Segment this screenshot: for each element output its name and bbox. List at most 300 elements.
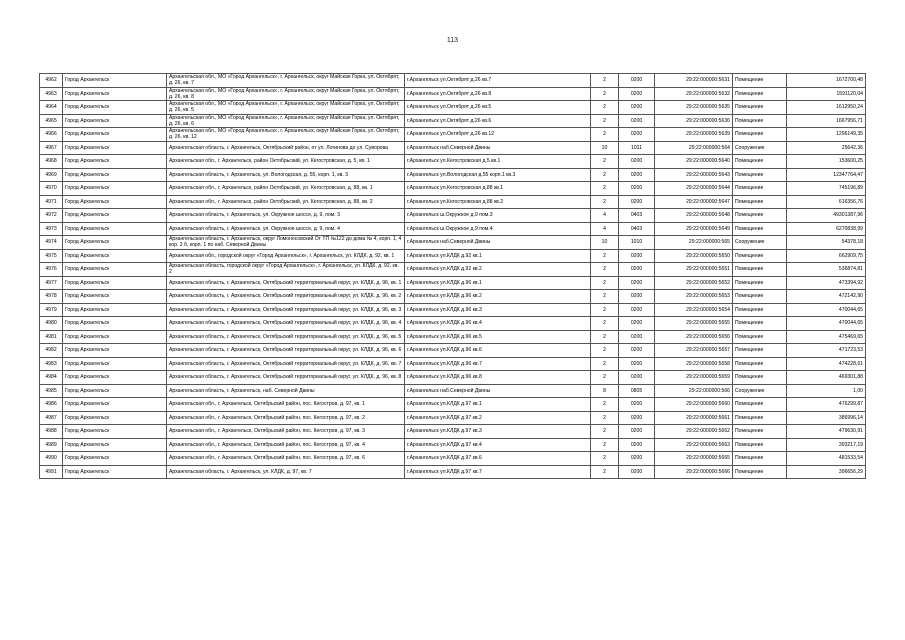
short-address-cell: г.Архангельск ул.КЛДК д.96 кв.6 [405,344,591,358]
city-cell: Город Архангельск [63,398,167,412]
object-type-cell: Помещение [733,74,787,88]
object-type-cell: Помещение [733,438,787,452]
code-cell: 0200 [619,114,655,128]
cadastral-number-cell: 29:22:000000:5661 [655,411,733,425]
code-cell: 0403 [619,222,655,236]
city-cell: Город Архангельск [63,317,167,331]
full-address-cell: Архангельская область, г. Архангельск, наб. Северной Двины [167,384,405,398]
code-cell: 0200 [619,74,655,88]
row-number: 4967 [40,141,63,155]
amount-cell: 470044,65 [787,317,866,331]
cadastral-number-cell: 29:22:000000:565 [655,236,733,250]
count-cell: 2 [591,425,619,439]
row-number: 4985 [40,384,63,398]
object-type-cell: Помещение [733,317,787,331]
short-address-cell: г.Архангельск ул.КЛДК д.96 кв.5 [405,330,591,344]
city-cell: Город Архангельск [63,263,167,277]
table-row [40,290,866,304]
table-row [40,209,866,223]
amount-cell: 1672700,48 [787,74,866,88]
short-address-cell: г.Архангельск ул.КЛДК д.96 кв.8 [405,371,591,385]
table-row [40,411,866,425]
cadastral-number-cell: 29:22:000000:5651 [655,263,733,277]
cadastral-number-cell: 29:22:000000:566 [655,384,733,398]
count-cell: 2 [591,357,619,371]
code-cell: 0200 [619,398,655,412]
object-type-cell: Помещение [733,128,787,142]
count-cell: 8 [591,384,619,398]
object-type-cell: Помещение [733,182,787,196]
code-cell: 0200 [619,276,655,290]
count-cell: 2 [591,263,619,277]
full-address-cell: Архангельская область, г. Архангельск, Октябрьский территориальный округ, ул. КЛДК, д. 96, кв. 4 [167,317,405,331]
full-address-cell: Архангельская область, г. Архангельск, Октябрьский территориальный округ, ул. КЛДК, д. 96, кв. 5 [167,330,405,344]
code-cell: 0200 [619,128,655,142]
table-row [40,114,866,128]
short-address-cell: г.Архангельск ул.КЛДК д.96 кв.2 [405,290,591,304]
code-cell: 0403 [619,209,655,223]
row-number: 4981 [40,330,63,344]
cadastral-number-cell: 29:22:000000:5665 [655,452,733,466]
page-number: 113 [446,37,459,44]
short-address-cell: г.Архангельск наб.Северной Двины [405,141,591,155]
city-cell: Город Архангельск [63,344,167,358]
row-number: 4984 [40,371,63,385]
city-cell: Город Архангельск [63,290,167,304]
cadastral-number-cell: 29:22:000000:5654 [655,303,733,317]
object-type-cell: Помещение [733,276,787,290]
object-type-cell: Помещение [733,195,787,209]
table-row [40,425,866,439]
code-cell: 0200 [619,195,655,209]
short-address-cell: г.Архангельск ул.КЛДК д.97 кв.2 [405,411,591,425]
city-cell: Город Архангельск [63,141,167,155]
object-type-cell: Сооружение [733,141,787,155]
object-type-cell: Помещение [733,101,787,115]
table-row [40,303,866,317]
cadastral-number-cell: 29:22:000000:5650 [655,249,733,263]
short-address-cell: г.Архангельск ул.КЛДК д.96 кв.7 [405,357,591,371]
object-type-cell: Сооружение [733,384,787,398]
city-cell: Город Архангельск [63,303,167,317]
object-type-cell: Помещение [733,398,787,412]
object-type-cell: Помещение [733,222,787,236]
code-cell: 0200 [619,87,655,101]
code-cell: 0200 [619,168,655,182]
table-row [40,438,866,452]
code-cell: 0200 [619,290,655,304]
short-address-cell: г.Архангельск ул.Октябрят д.26 кв.6 [405,114,591,128]
code-cell: 0200 [619,465,655,479]
amount-cell: 1612950,24 [787,101,866,115]
code-cell: 0200 [619,249,655,263]
cadastral-number-cell: 29:22:000000:5655 [655,317,733,331]
amount-cell: 1667956,71 [787,114,866,128]
count-cell: 4 [591,209,619,223]
code-cell: 0200 [619,155,655,169]
code-cell: 0200 [619,330,655,344]
registry-table [39,73,866,479]
count-cell: 2 [591,249,619,263]
cadastral-number-cell: 29:22:000000:5647 [655,195,733,209]
full-address-cell: Архангельская обл., г. Архангельск, Октябрьский район, пос. Кегостров, д. 97, кв. 2 [167,411,405,425]
count-cell: 2 [591,74,619,88]
amount-cell: 616356,76 [787,195,866,209]
row-number: 4965 [40,114,63,128]
full-address-cell: Архангельская область, г. Архангельск, Октябрьский район, от ул. Логинова до ул. Суворова [167,141,405,155]
row-number: 4977 [40,276,63,290]
short-address-cell: г.Архангельск ш.Окружное д.9 пом.4 [405,222,591,236]
row-number: 4972 [40,209,63,223]
table-row [40,249,866,263]
object-type-cell: Помещение [733,168,787,182]
table-row [40,141,866,155]
city-cell: Город Архангельск [63,411,167,425]
full-address-cell: Архангельская обл., МО «Город Архангельск», г. Архангельск, округ Майская Горка, ул. Октябрят, д. 26, кв. 5 [167,101,405,115]
cadastral-number-cell: 29:22:000000:5631 [655,74,733,88]
row-number: 4982 [40,344,63,358]
short-address-cell: г.Архангельск ул.Октябрят д.26 кв.5 [405,101,591,115]
count-cell: 2 [591,195,619,209]
amount-cell: 481533,54 [787,452,866,466]
object-type-cell: Помещение [733,371,787,385]
object-type-cell: Помещение [733,290,787,304]
full-address-cell: Архангельская обл., г. Архангельск, Октябрьский район, пос. Кегостров, д. 97, кв. 4 [167,438,405,452]
full-address-cell: Архангельская обл., городской округ «Город Архангельск», г. Архангельск, ул. КЛДК, д. 92, кв. 1 [167,249,405,263]
code-cell: 0200 [619,101,655,115]
short-address-cell: г.Архангельск ул.Октябрят д.26 кв.8 [405,87,591,101]
row-number: 4969 [40,168,63,182]
object-type-cell: Помещение [733,249,787,263]
row-number: 4990 [40,452,63,466]
count-cell: 2 [591,168,619,182]
cadastral-number-cell: 29:22:000000:5659 [655,371,733,385]
object-type-cell: Помещение [733,344,787,358]
table-row [40,465,866,479]
table-row [40,101,866,115]
table-row [40,87,866,101]
cadastral-number-cell: 29:22:000000:5657 [655,344,733,358]
count-cell: 2 [591,182,619,196]
amount-cell: 473394,92 [787,276,866,290]
count-cell: 10 [591,141,619,155]
city-cell: Город Архангельск [63,195,167,209]
count-cell: 2 [591,114,619,128]
amount-cell: 475469,65 [787,330,866,344]
city-cell: Город Архангельск [63,276,167,290]
city-cell: Город Архангельск [63,209,167,223]
cadastral-number-cell: 29:22:000000:5660 [655,398,733,412]
table-row [40,222,866,236]
cadastral-number-cell: 29:22:000000:5632 [655,87,733,101]
object-type-cell: Помещение [733,155,787,169]
code-cell: 0200 [619,182,655,196]
cadastral-number-cell: 29:22:000000:5648 [655,209,733,223]
code-cell: 0200 [619,411,655,425]
short-address-cell: г.Архангельск наб.Северной Двины [405,236,591,250]
count-cell: 2 [591,371,619,385]
table-row [40,236,866,250]
object-type-cell: Помещение [733,465,787,479]
amount-cell: 396656,29 [787,465,866,479]
object-type-cell: Помещение [733,263,787,277]
code-cell: 0200 [619,317,655,331]
amount-cell: 386996,14 [787,411,866,425]
row-number: 4966 [40,128,63,142]
count-cell: 2 [591,128,619,142]
short-address-cell: г.Архангельск ул.КЛДК д.97 кв.4 [405,438,591,452]
short-address-cell: г.Архангельск ул.Вологодская д.55 корп.1 кв.3 [405,168,591,182]
row-number: 4987 [40,411,63,425]
row-number: 4979 [40,303,63,317]
row-number: 4973 [40,222,63,236]
count-cell: 2 [591,344,619,358]
table-row [40,371,866,385]
row-number: 4986 [40,398,63,412]
amount-cell: 54378,18 [787,236,866,250]
short-address-cell: г.Архангельск ул.КЛДК д.97 кв.7 [405,465,591,479]
table-row [40,195,866,209]
city-cell: Город Архангельск [63,371,167,385]
amount-cell: 25642,36 [787,141,866,155]
row-number: 4975 [40,249,63,263]
count-cell: 2 [591,101,619,115]
table-row [40,357,866,371]
count-cell: 2 [591,276,619,290]
code-cell: 0200 [619,425,655,439]
amount-cell: 1,00 [787,384,866,398]
count-cell: 4 [591,222,619,236]
object-type-cell: Помещение [733,411,787,425]
row-number: 4971 [40,195,63,209]
object-type-cell: Помещение [733,452,787,466]
city-cell: Город Архангельск [63,249,167,263]
table-row [40,168,866,182]
amount-cell: 745196,89 [787,182,866,196]
count-cell: 2 [591,303,619,317]
row-number: 4980 [40,317,63,331]
city-cell: Город Архангельск [63,236,167,250]
cadastral-number-cell: 29:22:000000:5640 [655,155,733,169]
object-type-cell: Сооружение [733,236,787,250]
cadastral-number-cell: 29:22:000000:5658 [655,357,733,371]
short-address-cell: г.Архангельск ул.КЛДК д.97 кв.6 [405,452,591,466]
cadastral-number-cell: 29:22:000000:5636 [655,114,733,128]
full-address-cell: Архангельская область, г. Архангельск, ул. КЛДК, д. 97, кв. 7 [167,465,405,479]
full-address-cell: Архангельская область, г. Архангельск, Октябрьский территориальный округ, ул. КЛДК, д. 96, кв. 2 [167,290,405,304]
code-cell: 0200 [619,344,655,358]
code-cell: 1010 [619,236,655,250]
amount-cell: 1296149,35 [787,128,866,142]
city-cell: Город Архангельск [63,155,167,169]
full-address-cell: Архангельская область, г. Архангельск, Октябрьский территориальный округ, ул. КЛДК, д. 96, кв. 7 [167,357,405,371]
city-cell: Город Архангельск [63,222,167,236]
full-address-cell: Архангельская обл., г. Архангельск, Октябрьский район, пос. Кегостров, д. 97, кв. 3 [167,425,405,439]
code-cell: 0805 [619,384,655,398]
short-address-cell: г.Архангельск наб.Северной Двины [405,384,591,398]
amount-cell: 474228,61 [787,357,866,371]
full-address-cell: Архангельская обл., МО «Город Архангельск», г. Архангельск, округ Майская Горка, ул. Октябрят, д. 26, кв. 8 [167,87,405,101]
amount-cell: 479630,91 [787,425,866,439]
short-address-cell: г.Архангельск ул.Кегостровская д.88 кв.2 [405,195,591,209]
amount-cell: 471723,53 [787,344,866,358]
full-address-cell: Архангельская область, г. Архангельск, округ Ломоносовский От ТП №122 до дома № 4, корп. 1, 4 кор. 2 б, корп. 1 по наб. Северной Двины [167,236,405,250]
cadastral-number-cell: 29:22:000000:564 [655,141,733,155]
count-cell: 2 [591,398,619,412]
city-cell: Город Архангельск [63,74,167,88]
city-cell: Город Архангельск [63,128,167,142]
code-cell: 0200 [619,371,655,385]
amount-cell: 153600,25 [787,155,866,169]
row-number: 4963 [40,87,63,101]
short-address-cell: г.Архангельск ул.КЛДК д.97 кв.3 [405,425,591,439]
table-row [40,276,866,290]
table-row [40,155,866,169]
row-number: 4964 [40,101,63,115]
full-address-cell: Архангельская область, г. Архангельск, ул. Окружное шоссе, д. 9, пом. 4 [167,222,405,236]
full-address-cell: Архангельская обл., г. Архангельск, район Октябрьский, ул. Кегостровская, д. 5, кв. 1 [167,155,405,169]
table-row [40,317,866,331]
city-cell: Город Архангельск [63,114,167,128]
amount-cell: 393217,19 [787,438,866,452]
city-cell: Город Архангельск [63,357,167,371]
count-cell: 2 [591,317,619,331]
object-type-cell: Помещение [733,209,787,223]
full-address-cell: Архангельская обл., г. Архангельск, район Октябрьский, ул. Кегостровская, д. 88, кв. 1 [167,182,405,196]
row-number: 4983 [40,357,63,371]
city-cell: Город Архангельск [63,330,167,344]
object-type-cell: Помещение [733,330,787,344]
short-address-cell: г.Архангельск ул.Кегостровская д.88 кв.1 [405,182,591,196]
amount-cell: 476299,87 [787,398,866,412]
row-number: 4970 [40,182,63,196]
table-row [40,182,866,196]
full-address-cell: Архангельская область, г. Архангельск, Октябрьский территориальный округ, ул. КЛДК, д. 96, кв. 6 [167,344,405,358]
row-number: 4974 [40,236,63,250]
city-cell: Город Архангельск [63,101,167,115]
short-address-cell: г.Архангельск ул.КЛДК д.96 кв.1 [405,276,591,290]
code-cell: 0200 [619,357,655,371]
object-type-cell: Помещение [733,87,787,101]
city-cell: Город Архангельск [63,182,167,196]
cadastral-number-cell: 29:22:000000:5656 [655,330,733,344]
table-row [40,452,866,466]
amount-cell: 470044,65 [787,303,866,317]
object-type-cell: Помещение [733,357,787,371]
short-address-cell: г.Архангельск ул.КЛДК д.92 кв.1 [405,249,591,263]
object-type-cell: Помещение [733,303,787,317]
short-address-cell: г.Архангельск ул.Октябрят д.26 кв.7 [405,74,591,88]
row-number: 4991 [40,465,63,479]
full-address-cell: Архангельская область, г. Архангельск, ул. Окружное шоссе, д. 9, пом. 3 [167,209,405,223]
city-cell: Город Архангельск [63,384,167,398]
table-row [40,263,866,277]
row-number: 4978 [40,290,63,304]
cadastral-number-cell: 29:22:000000:5652 [655,276,733,290]
cadastral-number-cell: 29:22:000000:5643 [655,168,733,182]
cadastral-number-cell: 29:22:000000:5649 [655,222,733,236]
table-row [40,344,866,358]
short-address-cell: г.Архангельск ул.Октябрят д.26 кв.12 [405,128,591,142]
table-row [40,330,866,344]
amount-cell: 469301,88 [787,371,866,385]
amount-cell: 536874,81 [787,263,866,277]
row-number: 4989 [40,438,63,452]
table-row [40,74,866,88]
table-row [40,128,866,142]
city-cell: Город Архангельск [63,168,167,182]
code-cell: 1011 [619,141,655,155]
amount-cell: 662909,75 [787,249,866,263]
cadastral-number-cell: 29:22:000000:5635 [655,101,733,115]
code-cell: 0200 [619,303,655,317]
full-address-cell: Архангельская область, г. Архангельск, Октябрьский территориальный округ, ул. КЛДК, д. 96, кв. 8 [167,371,405,385]
full-address-cell: Архангельская область, г. Архангельск, ул. Вологодская, д. 55, корп. 1, кв. 3 [167,168,405,182]
table-row [40,384,866,398]
count-cell: 2 [591,155,619,169]
full-address-cell: Архангельская обл., МО «Город Архангельск», г. Архангельск, округ Майская Горка, ул. Октябрят, д. 26, кв. 12 [167,128,405,142]
short-address-cell: г.Архангельск ул.КЛДК д.92 кв.2 [405,263,591,277]
full-address-cell: Архангельская обл., МО «Город Архангельск», г. Архангельск, округ Майская Горка, ул. Октябрят, д. 26, кв. 7 [167,74,405,88]
city-cell: Город Архангельск [63,465,167,479]
count-cell: 2 [591,290,619,304]
table-row [40,398,866,412]
code-cell: 0200 [619,452,655,466]
short-address-cell: г.Архангельск ул.КЛДК д.96 кв.3 [405,303,591,317]
count-cell: 2 [591,330,619,344]
cadastral-number-cell: 29:22:000000:5662 [655,425,733,439]
full-address-cell: Архангельская обл., МО «Город Архангельск», г. Архангельск, округ Майская Горка, ул. Октябрят, д. 26, кв. 6 [167,114,405,128]
cadastral-number-cell: 29:22:000000:5644 [655,182,733,196]
row-number: 4968 [40,155,63,169]
full-address-cell: Архангельская обл., г. Архангельск, Октябрьский район, пос. Кегостров, д. 97, кв. 6 [167,452,405,466]
count-cell: 2 [591,87,619,101]
count-cell: 2 [591,465,619,479]
row-number: 4988 [40,425,63,439]
count-cell: 2 [591,438,619,452]
full-address-cell: Архангельская обл., г. Архангельск, район Октябрьский, ул. Кегостровская, д. 88, кв. 2 [167,195,405,209]
object-type-cell: Помещение [733,114,787,128]
count-cell: 10 [591,236,619,250]
count-cell: 2 [591,411,619,425]
cadastral-number-cell: 29:22:000000:5666 [655,465,733,479]
registry-rows [40,74,866,479]
code-cell: 0200 [619,263,655,277]
amount-cell: 472142,90 [787,290,866,304]
row-number: 4976 [40,263,63,277]
amount-cell: 49301387,96 [787,209,866,223]
cadastral-number-cell: 29:22:000000:5639 [655,128,733,142]
short-address-cell: г.Архангельск ул.КЛДК д.97 кв.1 [405,398,591,412]
city-cell: Город Архангельск [63,425,167,439]
city-cell: Город Архангельск [63,438,167,452]
amount-cell: 1591120,04 [787,87,866,101]
full-address-cell: Архангельская область, городской округ «Город Архангельск», г. Архангельск, ул. КЛДК, д. 92, кв. 2 [167,263,405,277]
amount-cell: 6270838,99 [787,222,866,236]
full-address-cell: Архангельская обл., г. Архангельск, Октябрьский район, пос. Кегостров, д. 97, кв. 1 [167,398,405,412]
count-cell: 2 [591,452,619,466]
amount-cell: 12347764,47 [787,168,866,182]
city-cell: Город Архангельск [63,452,167,466]
full-address-cell: Архангельская область, г. Архангельск, Октябрьский территориальный округ, ул. КЛДК, д. 96, кв. 3 [167,303,405,317]
short-address-cell: г.Архангельск ул.КЛДК д.96 кв.4 [405,317,591,331]
code-cell: 0200 [619,438,655,452]
city-cell: Город Архангельск [63,87,167,101]
object-type-cell: Помещение [733,425,787,439]
short-address-cell: г.Архангельск ул.Кегостровская д.5 кв.1 [405,155,591,169]
full-address-cell: Архангельская область, г. Архангельск, Октябрьский территориальный округ, ул. КЛДК, д. 96, кв. 1 [167,276,405,290]
short-address-cell: г.Архангельск ш.Окружное д.9 пом.3 [405,209,591,223]
